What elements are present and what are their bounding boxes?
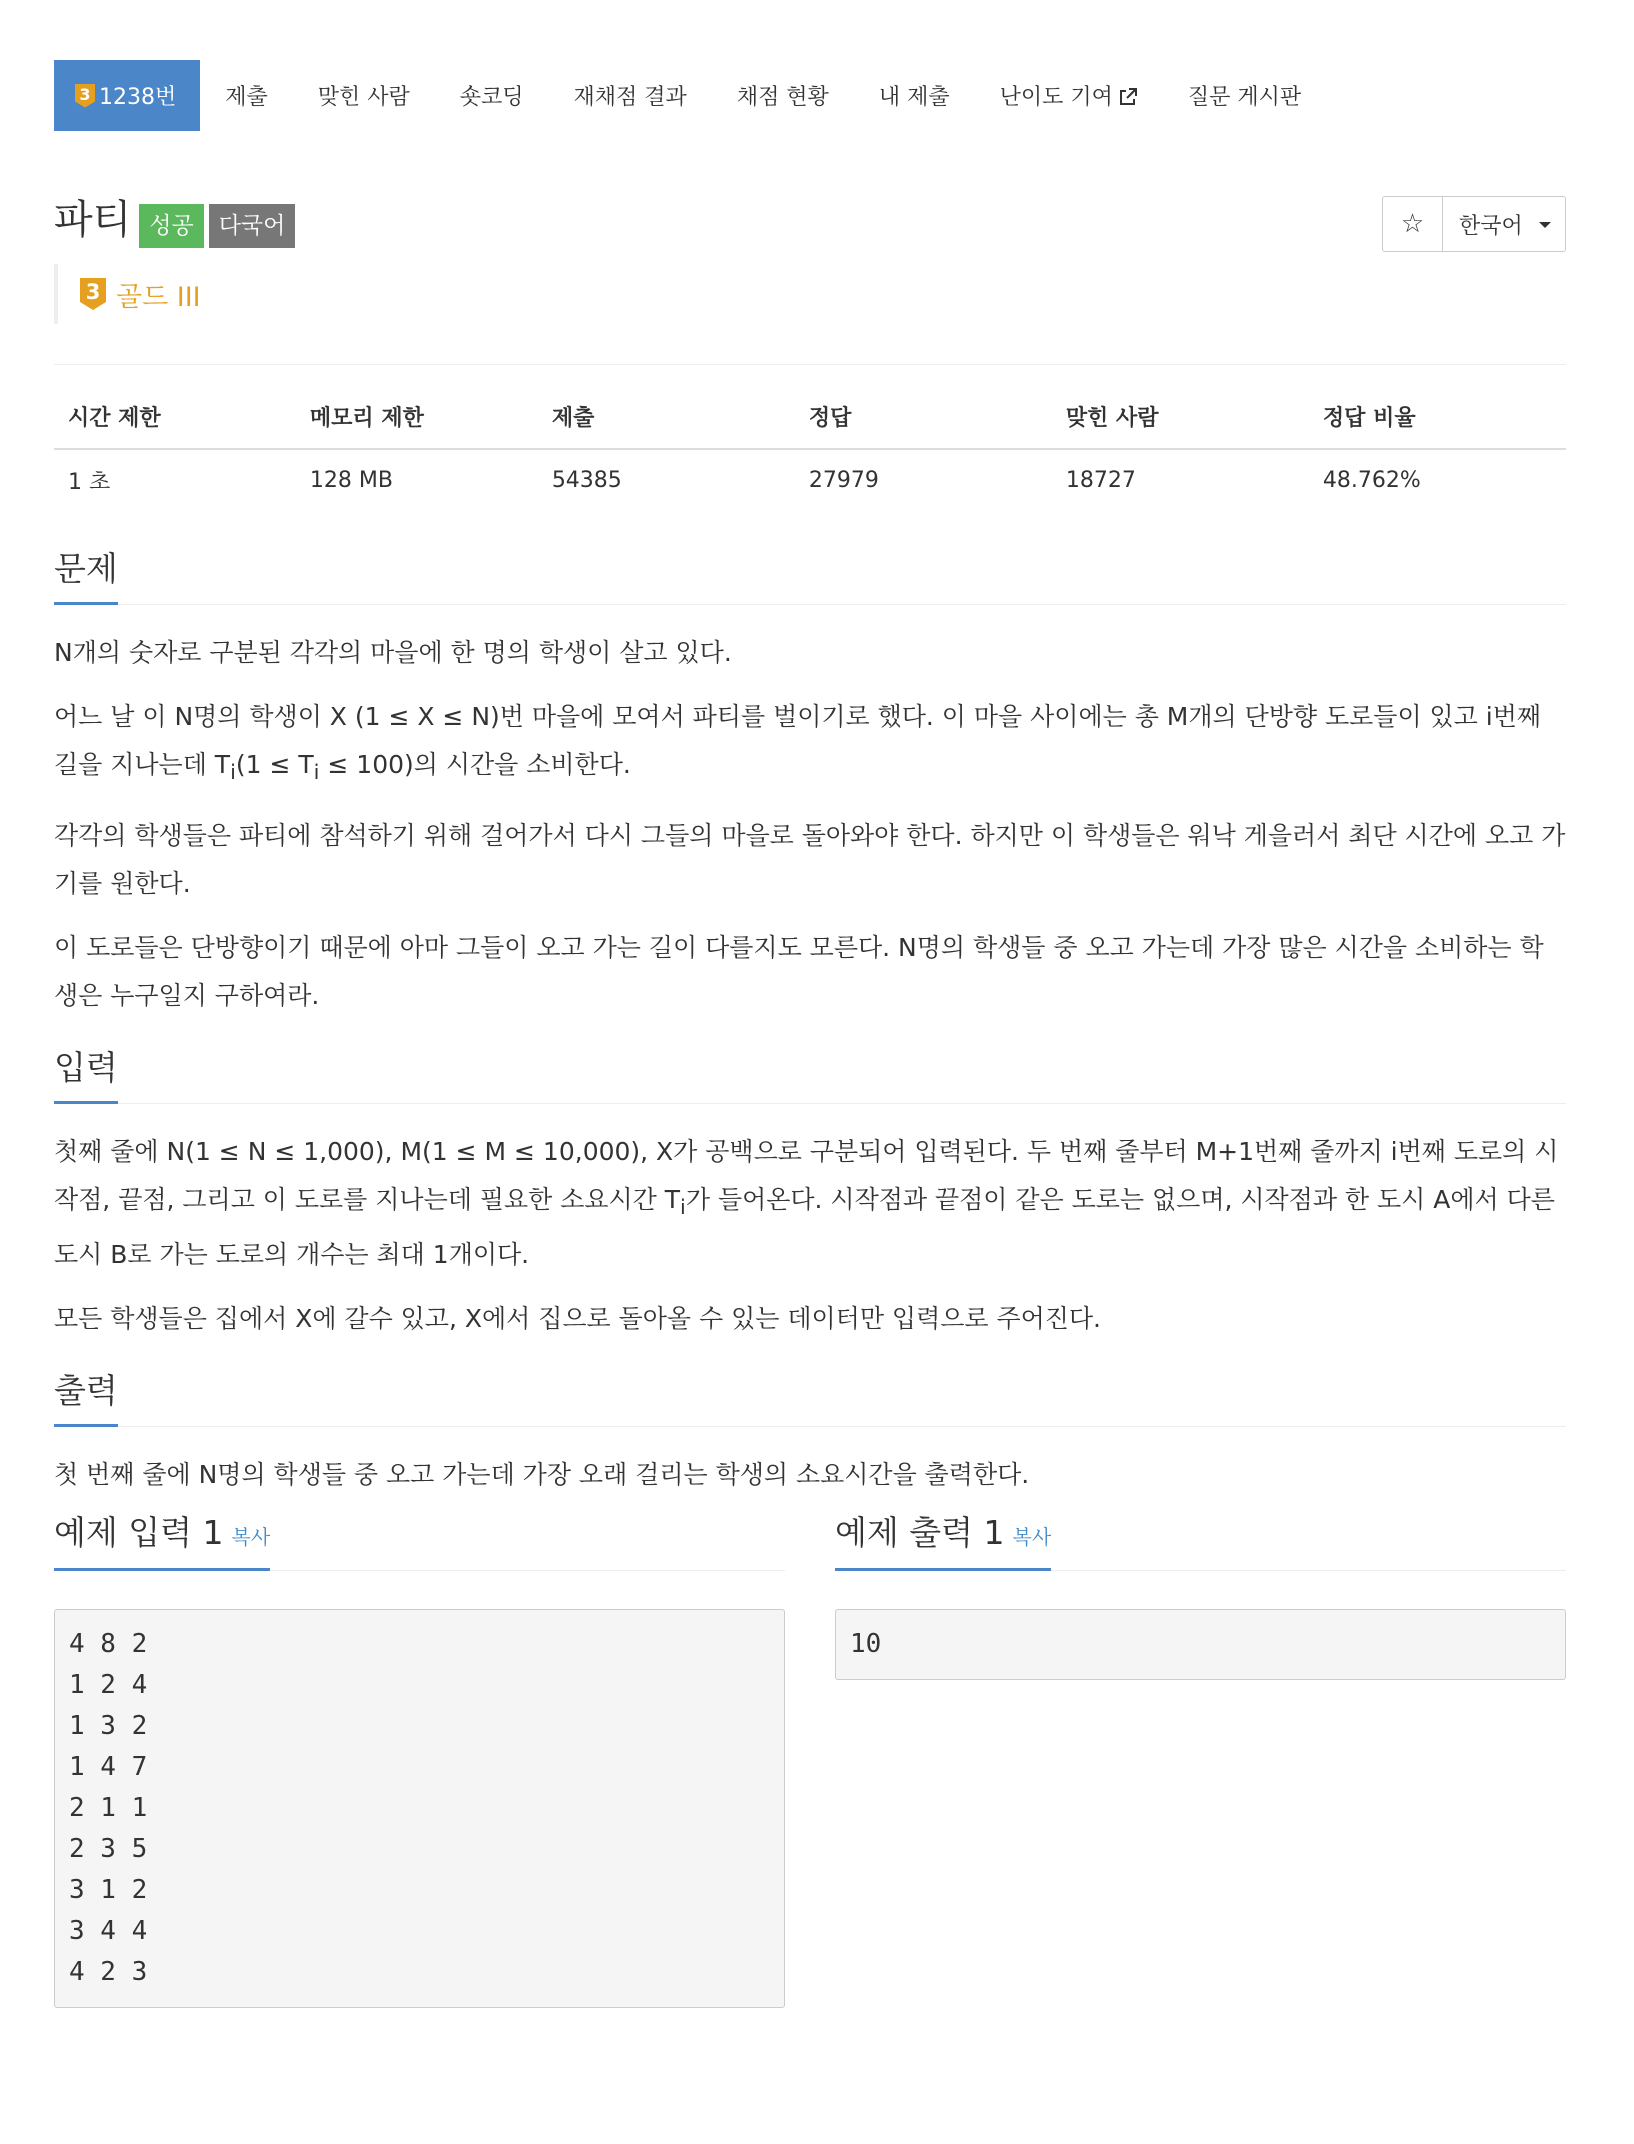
status-badge-success: 성공 (139, 204, 203, 248)
sample-output-data: 10 (835, 1609, 1566, 1680)
header-submissions: 제출 (538, 385, 795, 449)
sample-header (835, 1515, 1566, 1571)
solvers-value: 18727 (1065, 468, 1136, 493)
section-header (54, 1048, 1566, 1104)
output-section (54, 1371, 1566, 1499)
header-memory-limit: 메모리 제한 (296, 385, 538, 449)
description-paragraph: 각각의 학생들은 파티에 참석하기 위해 걸어가서 다시 그들의 마을로 돌아와야 한다. 하지만 이 학생들은 워낙 게을러서 최단 시간에 오고 가기를 원한다. (54, 821, 1566, 898)
tier-text: 골드 III (116, 281, 201, 313)
copy-input-link[interactable]: 복사 (231, 1525, 271, 1549)
section-title-input: 입력 (54, 1047, 118, 1104)
page-container (54, 60, 1566, 2008)
table-row (54, 449, 1566, 511)
tab-difficulty-contribution[interactable] (975, 60, 1163, 131)
copy-output-link[interactable]: 복사 (1012, 1525, 1052, 1549)
sample-input-title: 예제 입력 1 복사 (54, 1512, 270, 1571)
tab-qna-board[interactable]: 질문 게시판 (1187, 85, 1302, 110)
time-limit-value: 1 초 (68, 470, 111, 495)
memory-limit-value: 128 MB (309, 468, 393, 493)
tab-solved-users[interactable]: 맞힌 사람 (317, 85, 410, 110)
section-header (54, 549, 1566, 605)
divider (54, 364, 1566, 365)
sample-input-panel (54, 1515, 785, 2008)
external-link-icon (1118, 87, 1138, 107)
tab-label: 난이도 기여 (999, 85, 1113, 110)
section-header (54, 1371, 1566, 1427)
description-paragraph: 이 도로들은 단방향이기 때문에 아마 그들이 오고 가는 길이 다를지도 모른다. N명의 학생들 중 오고 가는데 가장 많은 시간을 소비하는 학생은 누구일지 구하여라. (54, 933, 1544, 1010)
tier-badge-icon: 3 (80, 278, 106, 310)
accepted-value: 27979 (808, 468, 879, 493)
tab-short-coding[interactable]: 숏코딩 (459, 85, 524, 110)
tab-label: 1238번 (99, 85, 177, 110)
input-section (54, 1048, 1566, 1343)
problem-header (54, 196, 1566, 256)
favorite-button[interactable] (1383, 197, 1443, 251)
multilang-badge: 다국어 (209, 204, 296, 248)
table-header-row (54, 385, 1566, 449)
description-section (54, 549, 1566, 1020)
header-time-limit: 시간 제한 (54, 385, 296, 449)
problem-stats-table (54, 385, 1566, 511)
header-solvers: 맞힌 사람 (1052, 385, 1309, 449)
input-paragraph: 모든 학생들은 집에서 X에 갈수 있고, X에서 집으로 돌아올 수 있는 데이터만 입력으로 주어진다. (54, 1304, 1102, 1333)
sample-header (54, 1515, 785, 1571)
header-tools (1382, 196, 1566, 252)
language-select[interactable] (1443, 197, 1565, 251)
header-accepted: 정답 (795, 385, 1052, 449)
caret-down-icon (1539, 222, 1551, 228)
tier-indicator (54, 264, 1566, 324)
sample-output-title: 예제 출력 1 복사 (835, 1512, 1051, 1571)
header-accept-ratio: 정답 비율 (1309, 385, 1566, 449)
page-title: 파티 (54, 197, 132, 243)
output-paragraph: 첫 번째 줄에 N명의 학생들 중 오고 가는데 가장 오래 걸리는 학생의 소요시간을 출력한다. (54, 1460, 1030, 1489)
tab-my-submissions[interactable]: 내 제출 (878, 85, 950, 110)
submissions-value: 54385 (551, 468, 622, 493)
description-paragraph: N개의 숫자로 구분된 각각의 마을에 한 명의 학생이 살고 있다. (54, 638, 732, 667)
tier-badge-icon: 3 (75, 84, 95, 108)
tab-problem-number[interactable] (54, 60, 200, 131)
accept-ratio-value: 48.762% (1322, 468, 1421, 493)
language-label: 한국어 (1459, 213, 1523, 239)
input-body (54, 1128, 1566, 1343)
input-paragraph: 첫째 줄에 N(1 ≤ N ≤ 1,000), M(1 ≤ M ≤ 10,000), X가 공백으로 구분되어 입력된다. 두 번째 줄부터 M+1번째 줄까지 i번째 도로의 시작점, 끝점, 그리고 이 도로를 지나는데 필요한 소요시간 $T_i$가 들어온다. 시작점과 끝점이 같은 도로는 없으며, 시작점과 한 도시 A에서 다른 도시 B로 가는 도로의 개수는 최대 1개이다. (54, 1137, 1559, 1269)
sample-input-data: 4 8 2 1 2 4 1 3 2 1 4 7 2 1 1 2 3 5 3 1 2 3 4 4 4 2 3 (54, 1609, 785, 2008)
section-title-description: 문제 (54, 548, 118, 605)
output-body (54, 1451, 1566, 1499)
description-paragraph: 어느 날 이 N명의 학생이 X (1 ≤ X ≤ N)번 마을에 모여서 파티를 벌이기로 했다. 이 마을 사이에는 총 M개의 단방향 도로들이 있고 i번째 길을 지나는데 $T_i(1 \le T_i \le 100)$의 시간을 소비한다. (54, 702, 1542, 784)
tab-submit[interactable]: 제출 (225, 85, 268, 110)
description-body (54, 629, 1566, 1020)
samples-row (54, 1515, 1566, 2008)
tab-judge-status[interactable]: 채점 현황 (736, 85, 829, 110)
problem-tabs (54, 60, 1566, 131)
section-title-output: 출력 (54, 1370, 118, 1427)
star-icon: ☆ (1400, 209, 1425, 239)
sample-output-panel (835, 1515, 1566, 2008)
tab-rejudge-results[interactable]: 재채점 결과 (573, 85, 687, 110)
